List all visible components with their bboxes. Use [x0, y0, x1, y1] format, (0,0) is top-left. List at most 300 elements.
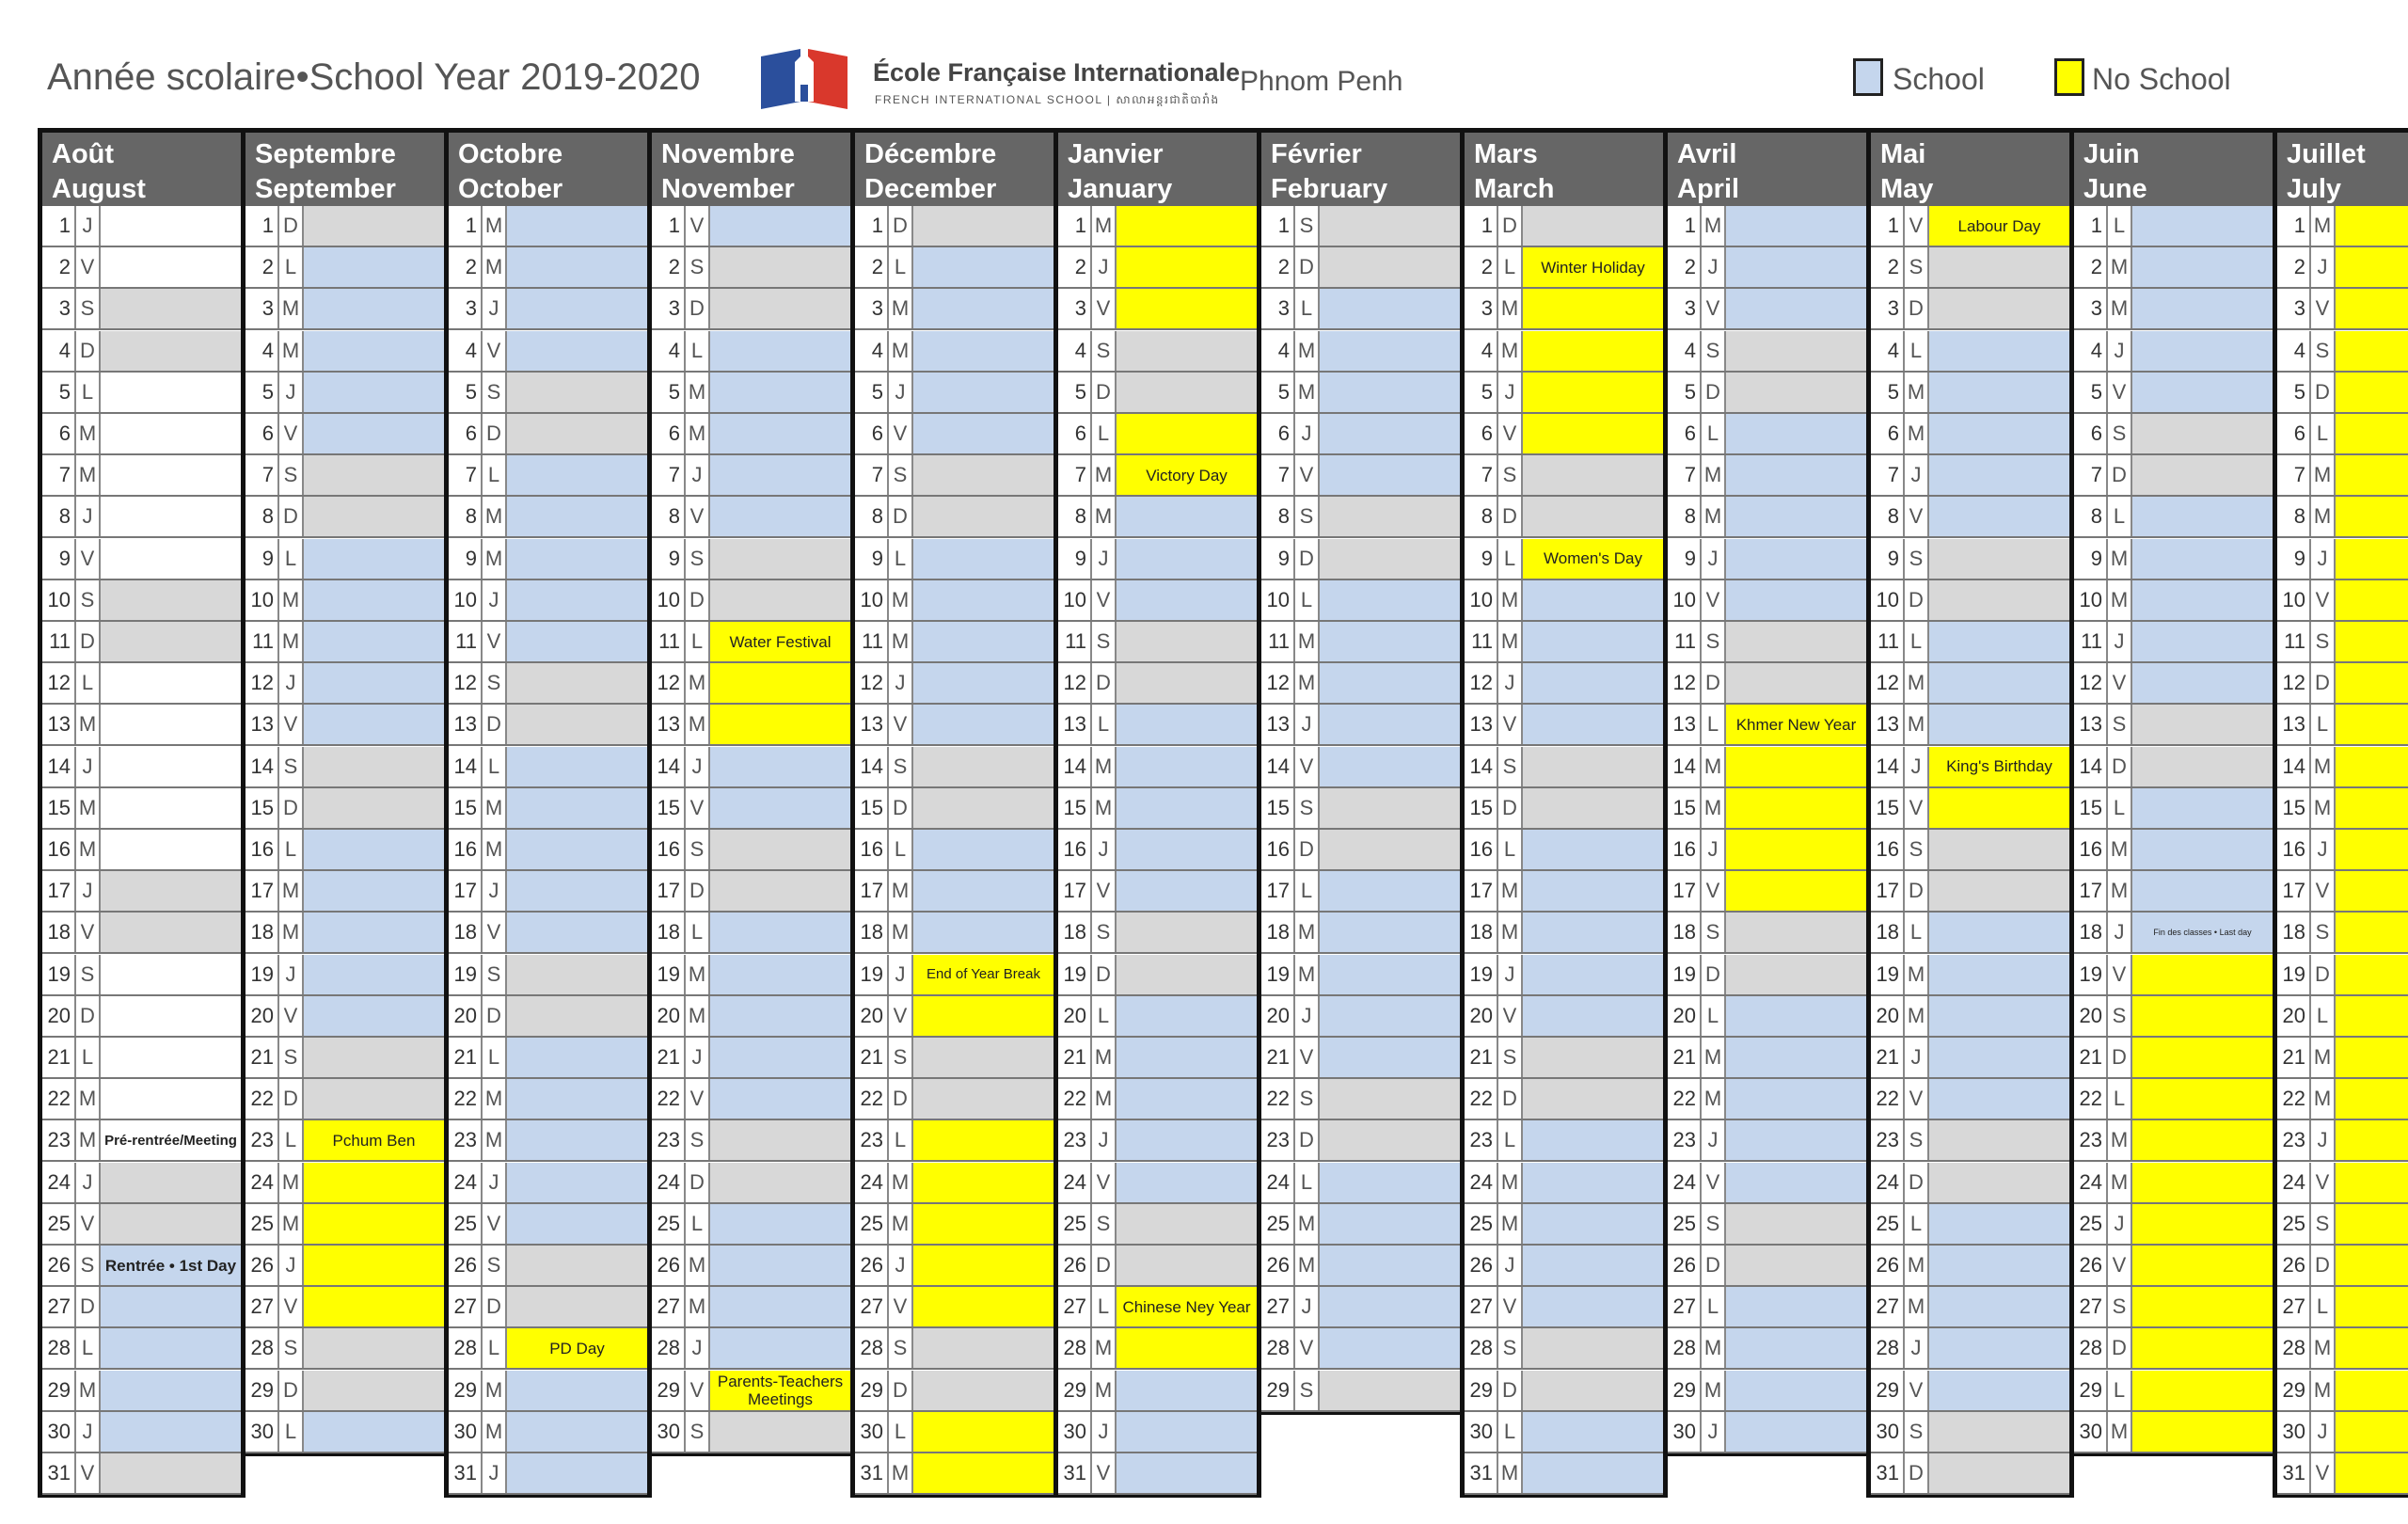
- day-status-cell: [710, 1287, 850, 1326]
- weekday-letter: D: [483, 705, 507, 744]
- day-row: [246, 830, 444, 871]
- weekday-letter: L: [2311, 996, 2336, 1036]
- weekday-letter: J: [483, 1163, 507, 1202]
- day-number: 3: [2074, 289, 2108, 328]
- day-row: [2277, 289, 2408, 330]
- day-number: 12: [449, 663, 483, 703]
- day-number: 8: [1465, 497, 1498, 536]
- month-column: [2069, 128, 2277, 1456]
- weekday-letter: J: [483, 289, 507, 328]
- day-status-cell: [1117, 913, 1257, 952]
- day-status-cell: [710, 955, 850, 994]
- day-number: 31: [1058, 1453, 1092, 1493]
- day-row: [1465, 1079, 1663, 1120]
- weekday-letter: J: [889, 663, 913, 703]
- school-name: École Française Internationale: [873, 58, 1241, 87]
- day-status-cell: [913, 206, 1054, 246]
- day-row: [2277, 1204, 2408, 1246]
- day-row: [449, 206, 647, 247]
- day-row: [42, 414, 241, 455]
- day-row: [42, 1328, 241, 1370]
- day-status-cell: [1929, 913, 2069, 952]
- day-number: 27: [1668, 1287, 1702, 1326]
- day-status-cell: [2336, 455, 2408, 495]
- day-row: [1668, 539, 1866, 580]
- day-status-cell: [913, 1412, 1054, 1452]
- day-number: 15: [1871, 788, 1905, 828]
- weekday-letter: M: [76, 830, 101, 869]
- day-row: [2074, 414, 2273, 455]
- day-status-cell: [2132, 373, 2273, 412]
- day-number: 30: [1871, 1412, 1905, 1452]
- day-row: [246, 871, 444, 913]
- day-row: [1668, 455, 1866, 497]
- day-number: 7: [42, 455, 76, 495]
- day-number: 28: [1261, 1328, 1295, 1368]
- day-event-label: Pchum Ben: [332, 1131, 416, 1150]
- day-number: 20: [652, 996, 686, 1036]
- day-row: [449, 622, 647, 663]
- day-status-cell: [304, 747, 444, 786]
- weekday-letter: V: [76, 1204, 101, 1244]
- day-number: 24: [2277, 1163, 2311, 1202]
- weekday-letter: S: [2108, 414, 2132, 453]
- weekday-letter: S: [1092, 331, 1117, 371]
- weekday-letter: V: [686, 788, 710, 828]
- weekday-letter: M: [279, 289, 304, 328]
- day-status-cell: [507, 663, 647, 703]
- weekday-letter: L: [2108, 1079, 2132, 1119]
- weekday-letter: M: [1092, 788, 1117, 828]
- day-number: 20: [1871, 996, 1905, 1036]
- weekday-letter: D: [279, 788, 304, 828]
- day-row: [1261, 1120, 1460, 1162]
- day-status-cell: [2336, 1328, 2408, 1368]
- day-number: 19: [1465, 955, 1498, 994]
- weekday-letter: M: [1905, 373, 1929, 412]
- day-status-cell: [1523, 206, 1663, 246]
- day-number: 3: [42, 289, 76, 328]
- day-number: 12: [2277, 663, 2311, 703]
- weekday-letter: D: [686, 289, 710, 328]
- day-status-cell: [710, 331, 850, 371]
- day-row: [855, 206, 1054, 247]
- weekday-letter: S: [1905, 539, 1929, 579]
- day-number: 1: [1261, 206, 1295, 246]
- day-row: [1668, 373, 1866, 414]
- day-status-cell: [710, 1412, 850, 1452]
- day-status-cell: [304, 830, 444, 869]
- day-row: [1871, 871, 2069, 913]
- day-row: [2074, 1246, 2273, 1287]
- day-row: [2074, 1163, 2273, 1204]
- day-status-cell: [2132, 830, 2273, 869]
- day-status-cell: [2336, 705, 2408, 744]
- weekday-letter: M: [483, 497, 507, 536]
- day-number: 9: [1668, 539, 1702, 579]
- day-status-cell: [913, 1371, 1054, 1410]
- day-row: [855, 913, 1054, 954]
- day-number: 6: [1058, 414, 1092, 453]
- weekday-letter: D: [889, 1079, 913, 1119]
- weekday-letter: S: [1702, 913, 1726, 952]
- day-row: [1871, 497, 2069, 538]
- weekday-letter: L: [2311, 705, 2336, 744]
- day-status-cell: [1523, 663, 1663, 703]
- day-status-cell: [913, 1453, 1054, 1493]
- day-status-cell: [1929, 1079, 2069, 1119]
- day-row: [652, 1079, 850, 1120]
- day-status-cell: [1929, 1246, 2069, 1285]
- day-row: [246, 289, 444, 330]
- weekday-letter: D: [1905, 871, 1929, 911]
- day-row: [2277, 663, 2408, 705]
- day-row: [1465, 705, 1663, 746]
- day-number: 5: [1668, 373, 1702, 412]
- day-status-cell: [304, 913, 444, 952]
- day-status-cell: [1320, 1038, 1460, 1077]
- weekday-letter: D: [2311, 955, 2336, 994]
- day-number: 26: [449, 1246, 483, 1285]
- day-status-cell: [101, 1453, 241, 1493]
- day-status-cell: [1320, 1328, 1460, 1368]
- day-status-cell: [304, 1328, 444, 1368]
- day-status-cell: [2132, 996, 2273, 1036]
- day-status-cell: [507, 871, 647, 911]
- day-status-cell: [304, 247, 444, 287]
- day-number: 19: [246, 955, 279, 994]
- day-status-cell: [507, 1246, 647, 1285]
- day-row: [1871, 1412, 2069, 1453]
- day-number: 26: [1668, 1246, 1702, 1285]
- day-number: 6: [1668, 414, 1702, 453]
- day-status-cell: [1320, 331, 1460, 371]
- day-status-cell: [2336, 1246, 2408, 1285]
- weekday-letter: J: [889, 1246, 913, 1285]
- day-number: 16: [449, 830, 483, 869]
- weekday-letter: S: [279, 1038, 304, 1077]
- day-row: [1261, 289, 1460, 330]
- weekday-letter: J: [1905, 455, 1929, 495]
- day-status-cell: [710, 580, 850, 620]
- day-row: [1668, 1328, 1866, 1370]
- day-number: 8: [1058, 497, 1092, 536]
- weekday-letter: V: [686, 1371, 710, 1410]
- day-number: 14: [2277, 747, 2311, 786]
- day-row: [1058, 747, 1257, 788]
- day-number: 25: [449, 1204, 483, 1244]
- day-status-cell: [101, 1328, 241, 1368]
- day-number: 15: [855, 788, 889, 828]
- day-number: 18: [1668, 913, 1702, 952]
- weekday-letter: J: [889, 373, 913, 412]
- weekday-letter: V: [1295, 455, 1320, 495]
- day-status-cell: [101, 705, 241, 744]
- day-number: 18: [1465, 913, 1498, 952]
- day-row: [2277, 996, 2408, 1038]
- weekday-letter: D: [1905, 289, 1929, 328]
- month-header: [246, 133, 444, 206]
- weekday-letter: M: [1702, 497, 1726, 536]
- weekday-letter: J: [1295, 705, 1320, 744]
- day-number: 18: [1261, 913, 1295, 952]
- day-row: [2074, 871, 2273, 913]
- weekday-letter: M: [1295, 913, 1320, 952]
- day-row: [2277, 331, 2408, 373]
- day-row: [1465, 913, 1663, 954]
- day-row: [2074, 955, 2273, 996]
- weekday-letter: J: [889, 955, 913, 994]
- day-status-cell: [1726, 663, 1866, 703]
- day-status-cell: [1726, 455, 1866, 495]
- day-number: 31: [1871, 1453, 1905, 1493]
- day-status-cell: [2132, 788, 2273, 828]
- day-status-cell: [710, 1038, 850, 1077]
- day-number: 17: [449, 871, 483, 911]
- day-status-cell: [101, 913, 241, 952]
- day-row: [2074, 497, 2273, 538]
- day-number: 11: [246, 622, 279, 661]
- day-number: 17: [42, 871, 76, 911]
- day-row: [2277, 1371, 2408, 1412]
- weekday-letter: V: [686, 1079, 710, 1119]
- day-event-label: Women's Day: [1544, 549, 1642, 568]
- day-number: 19: [2074, 955, 2108, 994]
- day-status-cell: [1726, 206, 1866, 246]
- day-status-cell: [2132, 289, 2273, 328]
- weekday-letter: L: [1498, 1120, 1523, 1160]
- day-status-cell: [1726, 331, 1866, 371]
- day-number: 6: [246, 414, 279, 453]
- day-status-cell: [101, 206, 241, 246]
- day-status-cell: [2336, 1287, 2408, 1326]
- weekday-letter: D: [1295, 830, 1320, 869]
- day-status-cell: [2132, 1163, 2273, 1202]
- weekday-letter: D: [2108, 455, 2132, 495]
- day-number: 20: [42, 996, 76, 1036]
- day-row: [42, 1038, 241, 1079]
- day-status-cell: [1320, 580, 1460, 620]
- day-number: 20: [1668, 996, 1702, 1036]
- day-row: [2277, 1328, 2408, 1370]
- day-row: [42, 1453, 241, 1495]
- day-status-cell: [507, 1371, 647, 1410]
- day-row: [246, 1287, 444, 1328]
- day-row: [2277, 206, 2408, 247]
- weekday-letter: V: [2108, 663, 2132, 703]
- weekday-letter: M: [1295, 663, 1320, 703]
- weekday-letter: M: [1295, 955, 1320, 994]
- day-number: 12: [1871, 663, 1905, 703]
- weekday-letter: M: [76, 705, 101, 744]
- day-number: 22: [246, 1079, 279, 1119]
- day-status-cell: [1929, 289, 2069, 328]
- weekday-letter: M: [2311, 455, 2336, 495]
- day-row: [1465, 1287, 1663, 1328]
- day-status-cell: [1320, 497, 1460, 536]
- weekday-letter: D: [1702, 663, 1726, 703]
- weekday-letter: S: [2311, 913, 2336, 952]
- day-number: 7: [1465, 455, 1498, 495]
- weekday-letter: J: [279, 955, 304, 994]
- day-row: [652, 1246, 850, 1287]
- month-header: [2277, 133, 2408, 206]
- day-status-cell: [507, 580, 647, 620]
- day-status-cell: [2132, 539, 2273, 579]
- day-row: [246, 580, 444, 622]
- day-row: [449, 455, 647, 497]
- weekday-letter: V: [1905, 1371, 1929, 1410]
- day-status-cell: [913, 663, 1054, 703]
- weekday-letter: M: [1092, 747, 1117, 786]
- weekday-letter: V: [889, 414, 913, 453]
- day-number: 4: [1261, 331, 1295, 371]
- day-row: [2277, 705, 2408, 746]
- day-status-cell: [913, 247, 1054, 287]
- day-status-cell: [1320, 622, 1460, 661]
- weekday-letter: V: [1498, 1287, 1523, 1326]
- weekday-letter: V: [279, 1287, 304, 1326]
- day-number: 6: [855, 414, 889, 453]
- day-number: 17: [2074, 871, 2108, 911]
- day-number: 21: [1261, 1038, 1295, 1077]
- weekday-letter: J: [2311, 247, 2336, 287]
- day-row: [1871, 913, 2069, 954]
- day-row: [246, 788, 444, 830]
- month-header: [2074, 133, 2273, 206]
- day-status-cell: [1523, 1412, 1663, 1452]
- day-number: 8: [2074, 497, 2108, 536]
- day-number: 3: [1261, 289, 1295, 328]
- day-row: [652, 206, 850, 247]
- day-number: 22: [2074, 1079, 2108, 1119]
- day-number: 30: [2277, 1412, 2311, 1452]
- day-row: [2277, 830, 2408, 871]
- day-number: 23: [1465, 1120, 1498, 1160]
- day-row: [1871, 1287, 2069, 1328]
- weekday-letter: D: [1498, 497, 1523, 536]
- weekday-letter: L: [1498, 1412, 1523, 1452]
- day-status-cell: [913, 705, 1054, 744]
- day-number: 19: [652, 955, 686, 994]
- weekday-letter: L: [1092, 996, 1117, 1036]
- weekday-letter: M: [279, 1204, 304, 1244]
- day-status-cell: [1117, 1204, 1257, 1244]
- day-row: [42, 206, 241, 247]
- day-row: [1668, 1204, 1866, 1246]
- day-status-cell: [304, 663, 444, 703]
- day-number: 16: [652, 830, 686, 869]
- month-name-en: April: [1677, 174, 1740, 204]
- weekday-letter: S: [1905, 1412, 1929, 1452]
- day-status-cell: [710, 788, 850, 828]
- day-status-cell: [1726, 996, 1866, 1036]
- weekday-letter: V: [483, 913, 507, 952]
- day-status-cell: [1117, 331, 1257, 371]
- day-row: [449, 996, 647, 1038]
- day-status-cell: [1320, 830, 1460, 869]
- day-row: [42, 331, 241, 373]
- day-row: [42, 955, 241, 996]
- day-row: [2074, 1371, 2273, 1412]
- weekday-letter: M: [686, 955, 710, 994]
- day-status-cell: [710, 247, 850, 287]
- day-status-cell: [710, 1079, 850, 1119]
- day-number: 21: [42, 1038, 76, 1077]
- weekday-letter: D: [1702, 1246, 1726, 1285]
- weekday-letter: J: [76, 871, 101, 911]
- day-number: 24: [1261, 1163, 1295, 1202]
- day-number: 21: [449, 1038, 483, 1077]
- weekday-letter: L: [889, 1412, 913, 1452]
- weekday-letter: L: [279, 539, 304, 579]
- month-name-fr: Septembre: [255, 139, 396, 169]
- day-row: [1465, 1453, 1663, 1495]
- month-name-fr: Octobre: [458, 139, 563, 169]
- day-status-cell: [1320, 373, 1460, 412]
- day-number: 16: [1465, 830, 1498, 869]
- day-status-cell: [2336, 996, 2408, 1036]
- day-number: 31: [449, 1453, 483, 1493]
- day-row: [42, 871, 241, 913]
- day-status-cell: [1929, 705, 2069, 744]
- day-number: 2: [2277, 247, 2311, 287]
- day-number: 21: [652, 1038, 686, 1077]
- weekday-letter: M: [279, 331, 304, 371]
- day-number: 29: [449, 1371, 483, 1410]
- day-status-cell: [2132, 1412, 2273, 1452]
- day-row: [246, 955, 444, 996]
- day-row: [1465, 414, 1663, 455]
- day-number: 27: [2074, 1287, 2108, 1326]
- day-row: [449, 414, 647, 455]
- day-row: [1668, 206, 1866, 247]
- day-status-cell: [2336, 955, 2408, 994]
- day-number: 16: [1261, 830, 1295, 869]
- day-status-cell: [710, 539, 850, 579]
- weekday-letter: S: [889, 1038, 913, 1077]
- month-name-en: February: [1271, 174, 1388, 204]
- day-row: [1871, 206, 2069, 247]
- day-status-cell: [1117, 1328, 1257, 1368]
- day-status-cell: [2132, 1204, 2273, 1244]
- weekday-letter: V: [1498, 705, 1523, 744]
- weekday-letter: M: [1092, 497, 1117, 536]
- day-number: 30: [1058, 1412, 1092, 1452]
- day-number: 12: [42, 663, 76, 703]
- day-number: 24: [42, 1163, 76, 1202]
- day-status-cell: [1929, 331, 2069, 371]
- day-row: [1668, 663, 1866, 705]
- day-status-cell: [304, 373, 444, 412]
- day-number: 28: [2074, 1328, 2108, 1368]
- day-number: 7: [1058, 455, 1092, 495]
- day-row: [449, 747, 647, 788]
- weekday-letter: S: [483, 663, 507, 703]
- day-number: 20: [2074, 996, 2108, 1036]
- day-number: 1: [1058, 206, 1092, 246]
- weekday-letter: D: [889, 206, 913, 246]
- day-number: 13: [1261, 705, 1295, 744]
- weekday-letter: M: [279, 622, 304, 661]
- day-status-cell: [2132, 1328, 2273, 1368]
- day-row: [855, 871, 1054, 913]
- day-number: 28: [1871, 1328, 1905, 1368]
- day-number: 10: [1871, 580, 1905, 620]
- day-row: [855, 1038, 1054, 1079]
- day-number: 11: [652, 622, 686, 661]
- day-row: [1058, 414, 1257, 455]
